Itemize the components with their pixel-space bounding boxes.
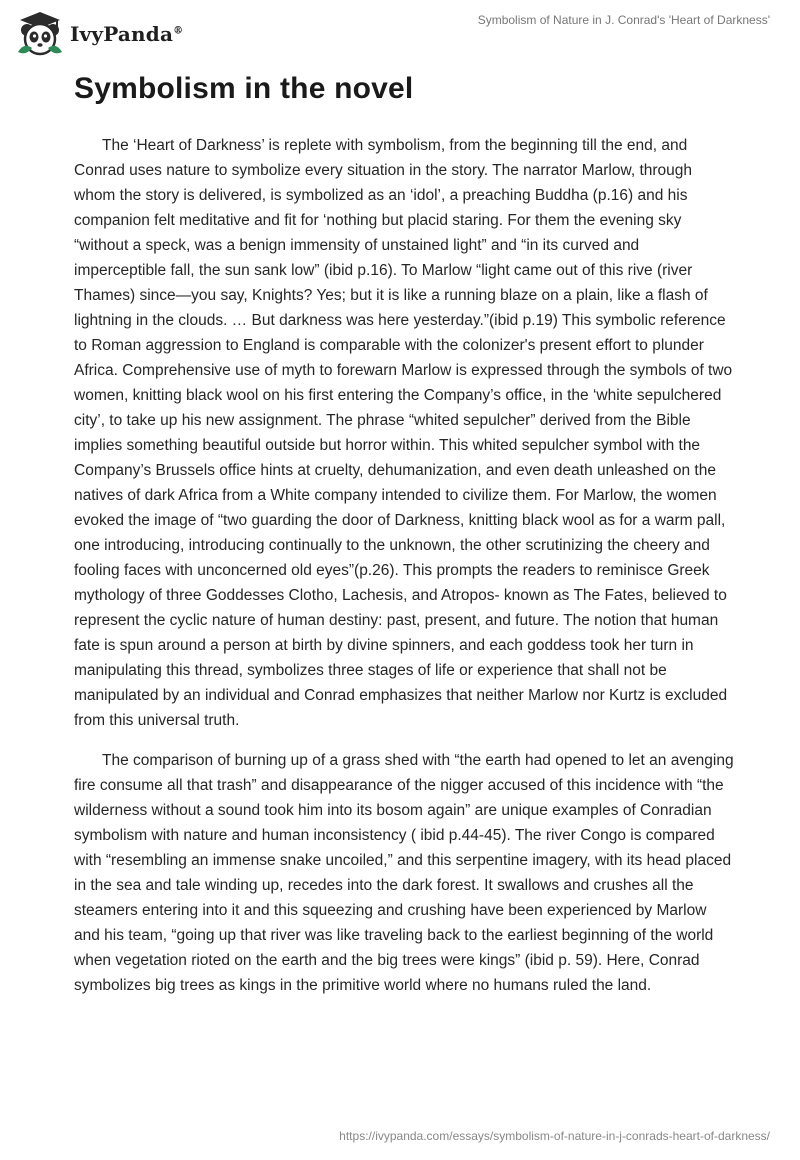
page-header xyxy=(0,0,800,70)
brand-logo[interactable] xyxy=(14,8,183,60)
brand-name-text: IvyPanda xyxy=(70,22,174,46)
registered-mark: ® xyxy=(173,25,184,37)
section-heading: Symbolism in the novel xyxy=(74,72,414,105)
running-title: Symbolism of Nature in J. Conrad's 'Heart of Darkness' xyxy=(477,13,770,27)
paragraph-2: The comparison of burning up of a grass shed with “the earth had opened to let an avenging fire consume all that trash” and disappearance of the nigger accused of this incidence with “the wilderness without a sound took him into its bosom again” are unique examples of Conradian symbolism with nature and human inconsistency ( ibid p.44-45). The river Congo is compared with “resembling an immense snake uncoiled,” and this serpentine imagery, with its head placed in the sea and tale winding up, recedes into the dark forest. It swallows and crushes all the steamers entering into it and this squeezing and crushing have been experienced by Marlow and his team, “going up that river was like traveling back to the earliest beginning of the world when vegetation rioted on the earth and the big trees were kings” (ibid p. 59). Here, Conrad symbolizes big trees as kings in the primitive world where no humans ruled the land. xyxy=(74,752,734,994)
paragraph-1: The ‘Heart of Darkness’ is replete with symbolism, from the beginning till the end, and Conrad uses nature to symbolize every situation in the story. The narrator Marlow, through whom the story is delivered, is symbolized as an ‘idol’, a preaching Buddha (p.16) and his companion felt meditative and fit for ‘nothing but placid staring. For them the evening sky “without a speck, was a benign immensity of unstained light” and “in its curved and imperceptible fall, the sun sank low” (ibid p.16). To Marlow “light came out of this rive (river Thames) since—you say, Knights? Yes; but it is like a running blaze on a plain, like a flash of lightning in the clouds. … But darkness was here yesterday.”(ibid p.19) This symbolic reference to Roman aggression to England is comparable with the colonizer's present effort to plunder Africa. Comprehensive use of myth to forewarn Marlow is expressed through the symbols of two women, knitting black wool on his first entering the Company’s office, in the ‘white sepulchered city’, to take up his new assignment. The phrase “whited sepulcher” derived from the Bible implies something beautiful outside but horror within. This whited sepulcher symbol with the Company’s Brussels office hints at cruelty, dehumanization, and even death unleashed on the natives of dark Africa from a White company intended to civilize them. For Marlow, the women evoked the image of “two guarding the door of Darkness, knitting black wool as for a warm pall, one introducing, introducing continually to the unknown, the other scrutinizing the cheery and fooling faces with unconcerned old eyes”(p.26). This prompts the readers to reminisce Greek mythology of three Goddesses Clotho, Lachesis, and Atropos- known as The Fates, believed to represent the cyclic nature of human destiny: past, present, and future. The notion that human fate is spun around a person at birth by divine spinners, and each goddess took her turn in manipulating this thread, symbolizes three stages of life or experience that shall not be manipulated by an individual and Conrad emphasizes that neither Marlow nor Kurtz is excluded from this universal truth. xyxy=(74,137,733,729)
source-url[interactable]: https://ivypanda.com/essays/symbolism-of-nature-in-j-conrads-heart-of-darkness/ xyxy=(339,1129,770,1143)
brand-name xyxy=(70,22,183,46)
panda-graduate-icon xyxy=(14,8,66,60)
article-body xyxy=(74,133,734,1013)
